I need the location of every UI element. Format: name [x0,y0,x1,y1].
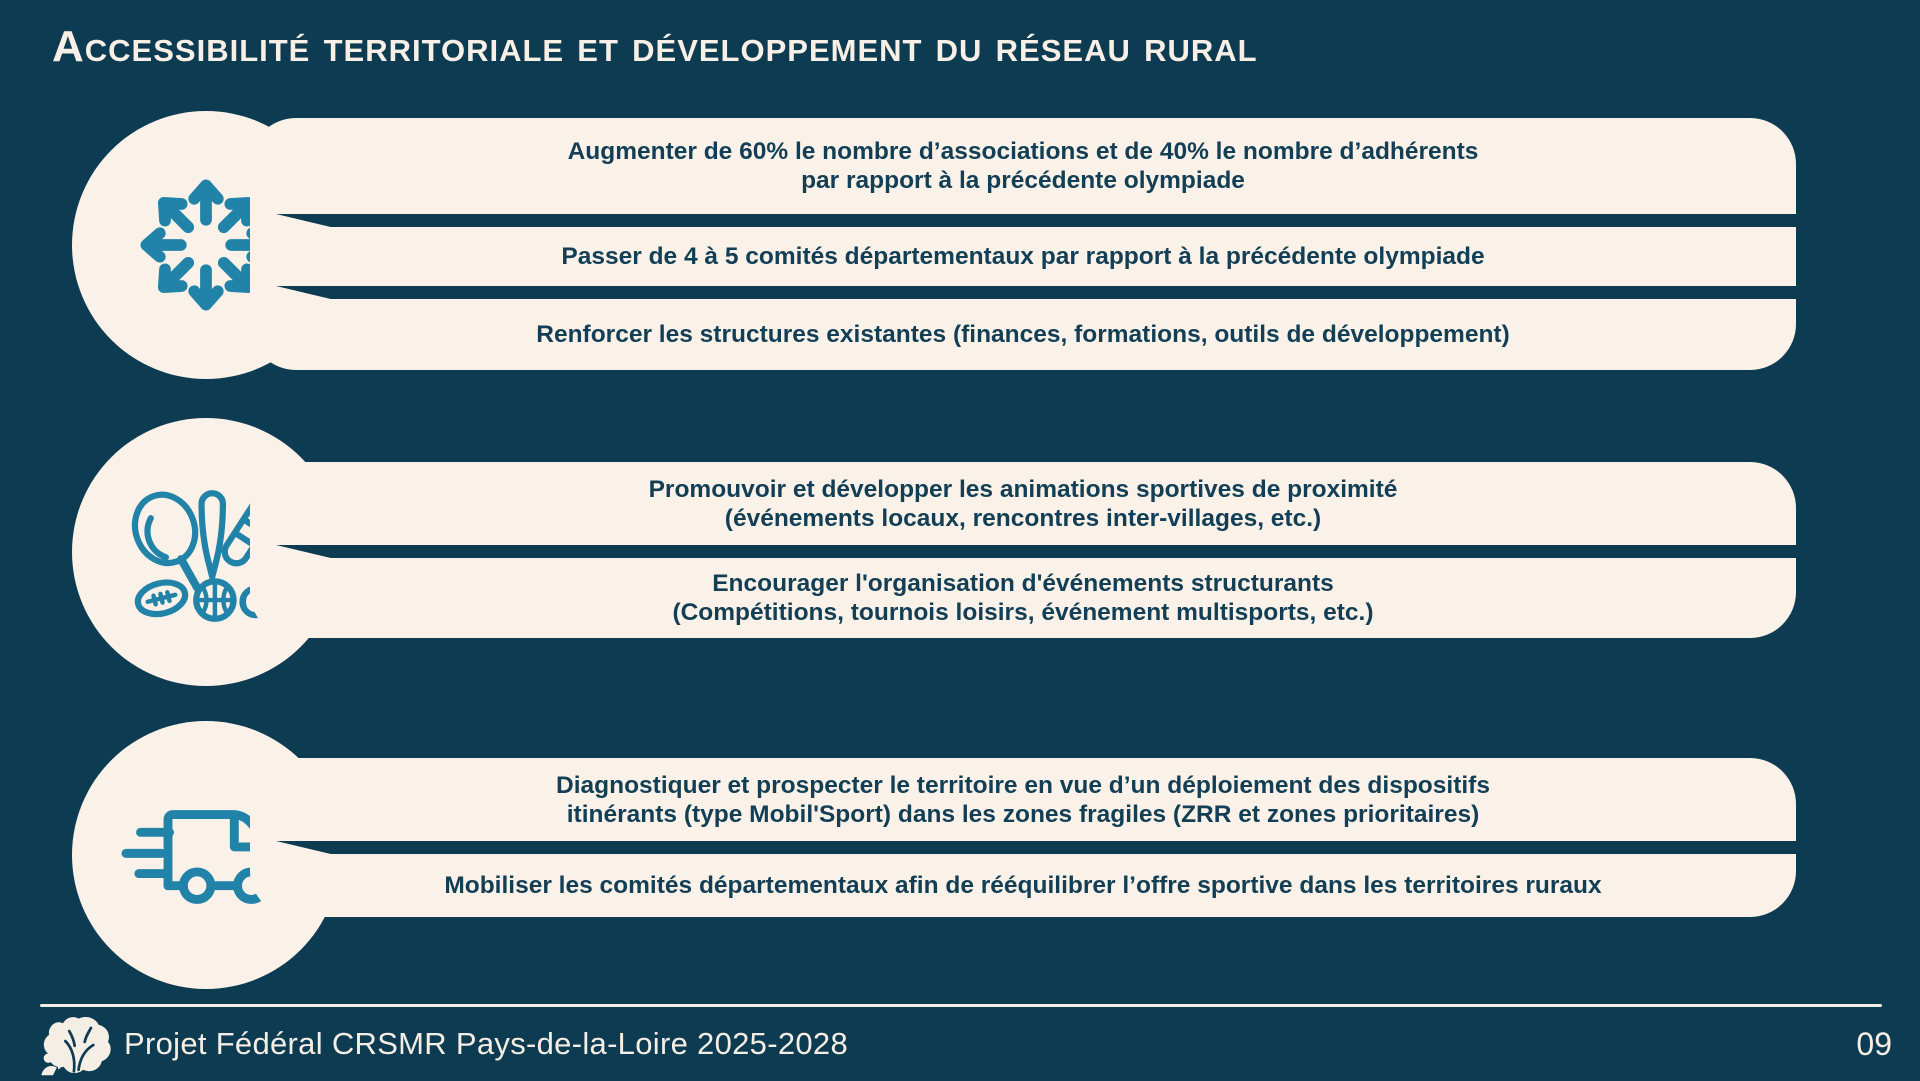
pill-separator [276,286,1796,299]
objective-text: Passer de 4 à 5 comités départementaux par rapport à la précédente olympiade [561,243,1485,270]
page-number: 09 [1856,1026,1892,1062]
objectives-mobility [250,758,1796,917]
footer-title: Projet Fédéral CRSMR Pays-de-la-Loire 2025-2028 [124,1026,848,1061]
pill-separator [276,545,1796,558]
objective-text: itinérants (type Mobil'Sport) dans les zones fragiles (ZRR et zones prioritaires) [566,800,1480,828]
objectives-animations [250,462,1796,638]
objective-text: Encourager l'organisation d'événements structurants [712,570,1334,597]
objective-text: (événements locaux, rencontres inter-villages, etc.) [724,504,1322,532]
objective-pill [250,118,1796,214]
page-title: Accessibilité territoriale et développement du réseau rural [52,22,1258,71]
objective-pill [250,462,1796,545]
pill-separator [276,841,1796,854]
footer-divider [40,1004,1882,1007]
objective-pill [250,227,1796,286]
objective-text: par rapport à la précédente olympiade [801,167,1245,194]
crsmr-tree-logo-icon [38,1014,116,1081]
pill-separator [276,214,1796,227]
objective-pill [250,854,1796,917]
objective-text: Mobiliser les comités départementaux afin de rééquilibrer l’offre sportive dans les territoires ruraux [444,872,1602,899]
objective-text: (Compétitions, tournois loisirs, événement multisports, etc.) [672,599,1374,626]
objective-text: Promouvoir et développer les animations sportives de proximité [648,475,1398,503]
objective-text: Augmenter de 60% le nombre d’associations et de 40% le nombre d’adhérents [567,138,1479,165]
objective-pill [250,758,1796,841]
objective-text: Renforcer les structures existantes (finances, formations, outils de développement) [536,321,1510,348]
objective-pill [250,299,1796,370]
objectives-network [250,118,1796,370]
objective-text: Diagnostiquer et prospecter le territoire en vue d’un déploiement des dispositifs [556,771,1490,799]
objective-pill [250,558,1796,638]
